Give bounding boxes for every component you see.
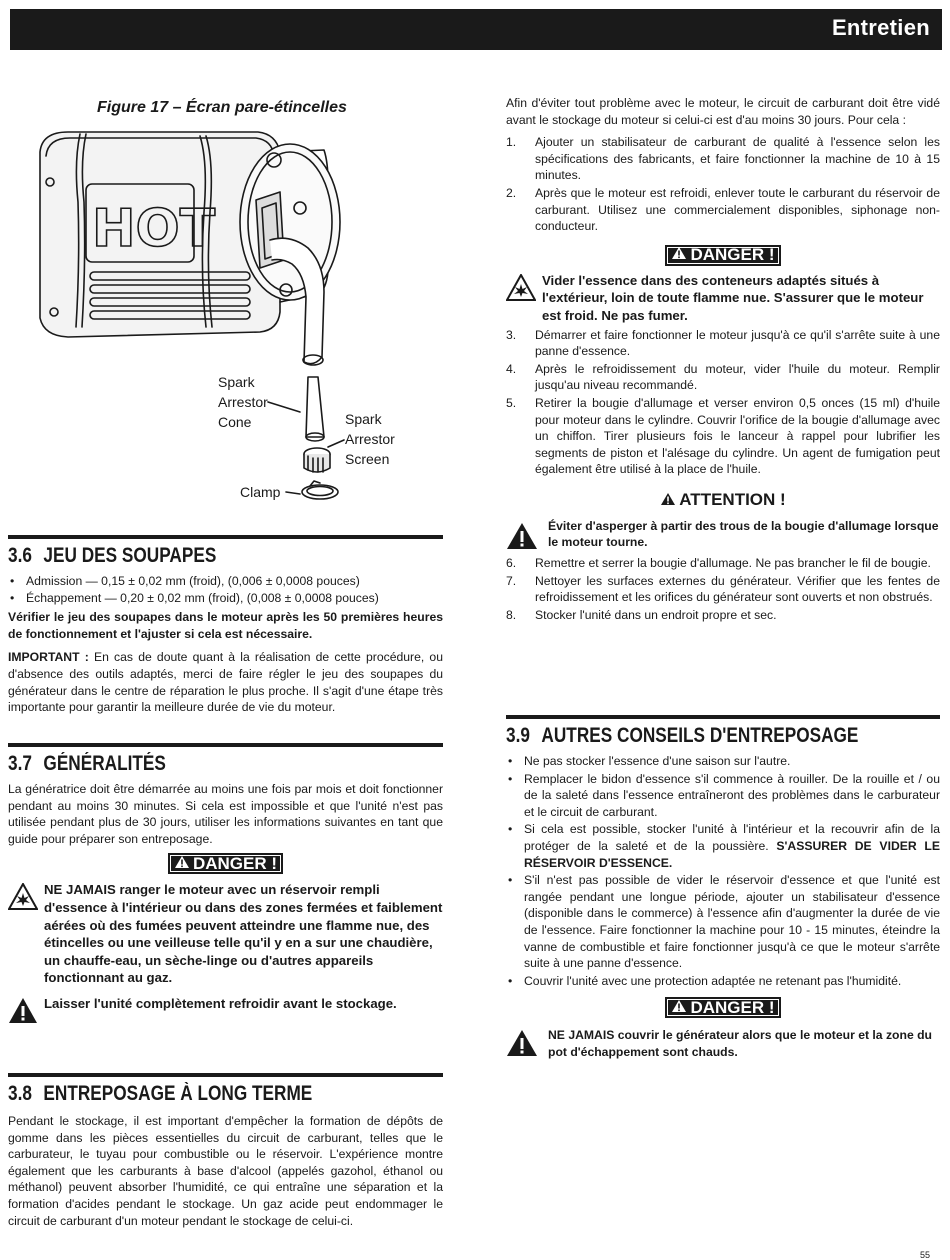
warning-triangle-icon xyxy=(671,999,687,1017)
list-item: • Remplacer le bidon d'essence s'il commence à rouiller. De la rouille et / ou de la saleté dans l'essence entraîneront des problèmes dans le carburateur et le circuit de carburant. xyxy=(506,771,940,821)
muffler-illustration xyxy=(28,122,348,517)
check-clearance-note: Vérifier le jeu des soupapes dans le moteur après les 50 premières heures de fonctionnement et l'ajuster si cela est nécessaire. xyxy=(8,610,443,641)
section-heading: 3.8 ENTREPOSAGE À LONG TERME xyxy=(8,1082,313,1105)
section-rule xyxy=(8,743,443,747)
fuel-drain-procedure xyxy=(506,95,940,623)
list-item: • Si cela est possible, stocker l'unité à l'intérieur et la recouvrir afin de la protéger de la saleté et de la poussière. S'ASSURER DE VIDER LE RÉSERVOIR D'ESSENCE. xyxy=(506,821,940,871)
explosion-warning-icon xyxy=(8,883,38,915)
page-title: Entretien xyxy=(831,15,930,40)
list-item: • Admission — 0,15 ± 0,02 mm (froid), (0,006 ± 0,0008 pouces) xyxy=(8,573,443,590)
attention-badge: ATTENTION ! xyxy=(660,490,785,511)
storage-tips-list xyxy=(506,753,940,989)
danger-badge-wrap xyxy=(506,997,940,1018)
warning-triangle-icon xyxy=(174,855,190,873)
list-item: 8. Stocker l'unité dans un endroit propre et sec. xyxy=(506,607,777,622)
steps-list-b xyxy=(506,327,940,478)
figure-title: Figure 17 – Écran pare-étincelles xyxy=(97,99,347,116)
explosion-warning: NE JAMAIS ranger le moteur avec un réservoir rempli d'essence à l'intérieur ou dans des zones fermées et faiblement aérées où des fumées peuvent atteindre une flamme nue, des étincelles ou une veilleuse telle qu'il y en a sur une chaudière, un chauffe-eau, un sèche-linge ou d'autres appareils fonctionnant au gaz. xyxy=(8,881,443,987)
long-term-paragraph: Pendant le stockage, il est important d'empêcher la formation de dépôts de gomme dans les pièces essentielles du circuit de carburant, telles que le carburateur, le tuyau pour combustible ou le réservoir. L'expérience montre également que les carburants à base d'alcool (appelés gazohol, éthanol ou méthanol) peuvent absorber l'humidité, ce qui entraîne une séparation et la formation d'acides pendant le stockage. Un gaz acide peut endommager le circuit de carburant d'un moteur pendant le stockage de celui-ci. xyxy=(8,1114,443,1228)
clamp-label: Clamp xyxy=(240,484,281,500)
danger-badge: DANGER ! xyxy=(665,245,780,266)
list-item: • Couvrir l'unité avec une protection adaptée ne retenant pas l'humidité. xyxy=(506,973,940,990)
section-3-7 xyxy=(8,743,443,1013)
exclamation-warning-icon xyxy=(506,522,538,555)
fuel-drain-warning: Vider l'essence dans des conteneurs adaptés situés à l'extérieur, loin de toute flamme nue. S'assurer que le moteur est froid. Ne pas fumer. xyxy=(506,272,940,325)
danger-badge-wrap xyxy=(8,853,443,874)
general-paragraph: La génératrice doit être démarrée au moins une fois par mois et doit fonctionner pendant au moins 30 minutes. Si cela est impossible et que l'unité n'est pas utilisée pendant plus de 30 jours, utiliser les informations suivantes en tant que guide pour préparer son entreposage. xyxy=(8,782,443,846)
cone-label: Spark Arrestor Cone xyxy=(218,374,268,430)
list-item: • S'il n'est pas possible de vider le réservoir d'essence et que l'unité est rangée pendant une longue période, ajouter un stabilisateur d'essence (disponible dans le commerce) à l'essence afin d'augmenter la durée de vie de l'essence. Faire fonctionner la machine pour 10 - 15 minutes, éteindre la vanne de combustible et faire fonctionner jusqu'à ce que le moteur s'arrête suite à une panne d'essence. xyxy=(506,872,940,972)
page-number: 55 xyxy=(919,1250,930,1260)
intro-paragraph: Afin d'éviter tout problème avec le moteur, le circuit de carburant doit être vidé avant le stockage du moteur si celui-ci est d'au moins 30 jours. Pour cela : xyxy=(506,96,940,127)
header-bar xyxy=(10,9,942,50)
list-item: 6. Remettre et serrer la bougie d'allumage. Ne pas brancher le fil de bougie. xyxy=(506,556,931,571)
danger-badge: DANGER ! xyxy=(168,853,283,874)
exclamation-warning-icon xyxy=(506,1029,538,1062)
section-rule xyxy=(8,535,443,539)
list-item: 1. Ajouter un stabilisateur de carburant de qualité à l'essence selon les spécifications des fabricants, et faire fonctionner la machine de 10 à 15 minutes. xyxy=(506,135,940,183)
hot-label: HOT xyxy=(92,199,216,259)
section-heading: 3.9 AUTRES CONSEILS D'ENTREPOSAGE xyxy=(506,724,859,747)
spark-arrestor-figure xyxy=(28,122,395,517)
section-heading: 3.7 GÉNÉRALITÉS xyxy=(8,752,166,775)
steps-list-c xyxy=(506,555,940,623)
screen-label: Spark Arrestor Screen xyxy=(345,411,395,467)
section-rule xyxy=(506,715,940,719)
exclamation-warning-icon xyxy=(8,997,38,1029)
section-3-8 xyxy=(8,1073,443,1229)
warning-triangle-icon xyxy=(671,246,687,264)
list-item: • Ne pas stocker l'essence d'une saison sur l'autre. xyxy=(506,753,940,770)
section-heading: 3.6 JEU DES SOUPAPES xyxy=(8,544,217,567)
warning-triangle-icon xyxy=(660,492,676,510)
section-3-9 xyxy=(506,715,940,1061)
explosion-warning-icon xyxy=(506,274,536,306)
section-3-6 xyxy=(8,535,443,716)
important-note: IMPORTANT : En cas de doute quant à la réalisation de cette procédure, ou d'absence des outils adaptés, merci de faire régler le jeu des soupapes du générateur dans le centre de réparation le plus proche. Il s'agit d'une étape très importante pour garantir la meilleure durée de vie du moteur. xyxy=(8,650,443,715)
clearance-list xyxy=(8,573,443,606)
section-rule xyxy=(8,1073,443,1077)
list-item: 5. Retirer la bougie d'allumage et verser environ 0,5 onces (15 ml) d'huile pour moteur dans le cylindre. Couvrir l'orifice de la bougie d'allumage avec un chiffon. Tirer plusieurs fois le lanceur à rappel pour lubrifier les segments de piston et l'alésage du cylindre. Un agent de fumigation peut également être utilisé à la place de l'huile. xyxy=(506,395,940,477)
list-item: 7. Nettoyer les surfaces externes du générateur. Vérifier que les fentes de refroidissement et les orifices du générateur sont ouverts et non obstrués. xyxy=(506,573,940,605)
steps-list-a xyxy=(506,134,940,235)
list-item: 2. Après que le moteur est refroidi, enlever toute le carburant du réservoir de carburant. Utilisez une commercialement disponibles, siphonage non-conducteur. xyxy=(506,185,940,234)
attention-badge-wrap xyxy=(506,490,940,511)
cover-warning: NE JAMAIS couvrir le générateur alors que le moteur et la zone du pot d'échappement sont chauds. xyxy=(506,1027,940,1060)
list-item: 4. Après le refroidissement du moteur, vider l'huile du moteur. Remplir jusqu'au niveau recommandé. xyxy=(506,361,940,393)
list-item: • Échappement — 0,20 ± 0,02 mm (froid), (0,008 ± 0,0008 pouces) xyxy=(8,590,443,607)
list-item: 3. Démarrer et faire fonctionner le moteur jusqu'à ce qu'il s'arrête suite à une panne d'essence. xyxy=(506,327,940,359)
cooldown-warning: Laisser l'unité complètement refroidir avant le stockage. xyxy=(8,995,443,1013)
spark-plug-warning: Éviter d'asperger à partir des trous de la bougie d'allumage lorsque le moteur tourne. xyxy=(506,518,940,551)
danger-badge-wrap xyxy=(506,245,940,266)
danger-badge: DANGER ! xyxy=(665,997,780,1018)
